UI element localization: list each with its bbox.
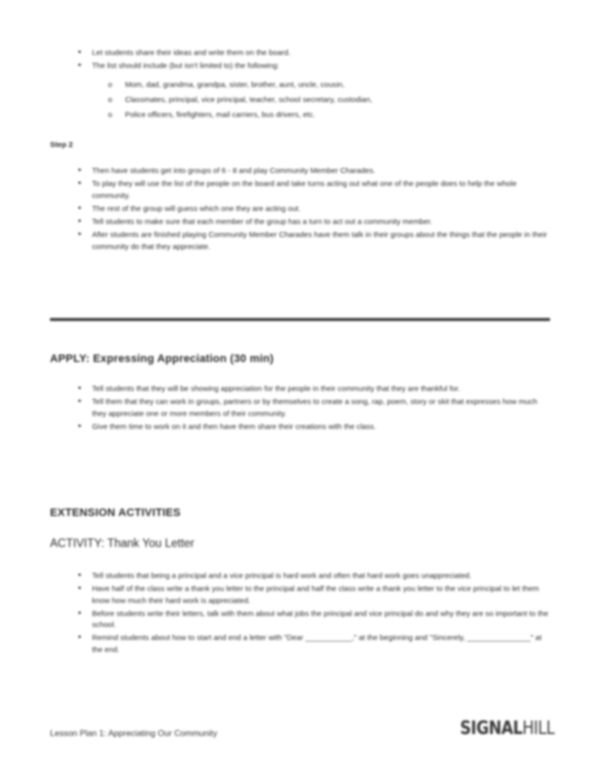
logo-text-signal: SIGNAL bbox=[460, 717, 523, 739]
list-item: • Have half of the class write a thank you letter to the principal and half the class write a thank you letter to the vice principal to let them know how much their hard work is appreciated. bbox=[50, 583, 550, 606]
list-item: • After students are finished playing Community Member Charades have them talk in their groups about the things that the people in their community do that they appreciate. bbox=[50, 229, 550, 252]
list-item: • The rest of the group will guess which one they are acting out. bbox=[50, 203, 550, 214]
list-item: • Tell them that they can work in groups, partners or by themselves to create a song, rap, poem, story or skit that expresses how much they appreciate one or more members of their community. bbox=[50, 396, 550, 419]
apply-bullet-list bbox=[50, 383, 550, 432]
list-item: • Tell students to make sure that each member of the group has a turn to act out a community member. bbox=[50, 216, 550, 227]
extension-bullet-list bbox=[50, 570, 550, 655]
list-item: • Give them time to work on it and then have them share their creations with the class. bbox=[50, 421, 550, 432]
logo-text-hill: HILL bbox=[522, 717, 555, 739]
list-item: • Before students write their letters, talk with them about what jobs the principal and vice principal do and why they are so important to the school. bbox=[50, 608, 550, 631]
extension-heading: EXTENSION ACTIVITIES bbox=[50, 507, 181, 519]
list-item: • Remind students about how to start and end a letter with "Dear ___________," at the beginning and "Sincerely, _______________" at the end. bbox=[50, 632, 550, 655]
list-item: • The list should include (but isn't limited to) the following: bbox=[50, 60, 550, 71]
step2-bullet-list bbox=[50, 165, 550, 252]
list-item: o Police officers, firefighters, mail carriers, bus drivers, etc. bbox=[0, 109, 600, 121]
intro-bullet-list bbox=[50, 47, 550, 72]
section-divider bbox=[50, 318, 550, 321]
activity-heading: ACTIVITY: Thank You Letter bbox=[50, 538, 195, 550]
list-item: • Let students share their ideas and write them on the board. bbox=[50, 47, 550, 58]
footer-title: Lesson Plan 1: Appreciating Our Community bbox=[50, 728, 218, 738]
list-item: o Mom, dad, grandma, grandpa, sister, brother, aunt, uncle, cousin, bbox=[0, 79, 600, 91]
people-sublist bbox=[0, 79, 600, 121]
list-item: • Tell students that being a principal and a vice principal is hard work and often that hard work goes unappreciated. bbox=[50, 570, 550, 581]
list-item: o Classmates, principal, vice principal, teacher, school secretary, custodian, bbox=[0, 94, 600, 106]
list-item: • To play they will use the list of the people on the board and take turns acting out what one of the people does to help the whole community. bbox=[50, 178, 550, 201]
step-label: Step 2 bbox=[50, 140, 73, 149]
apply-heading: APPLY: Expressing Appreciation (30 min) bbox=[50, 353, 274, 365]
list-item: • Tell students that they will be showing appreciation for the people in their community that they are thankful for. bbox=[50, 383, 550, 394]
list-item: • Then have students get into groups of 6 - 8 and play Community Member Charades. bbox=[50, 165, 550, 176]
signal-hill-logo bbox=[460, 717, 554, 739]
